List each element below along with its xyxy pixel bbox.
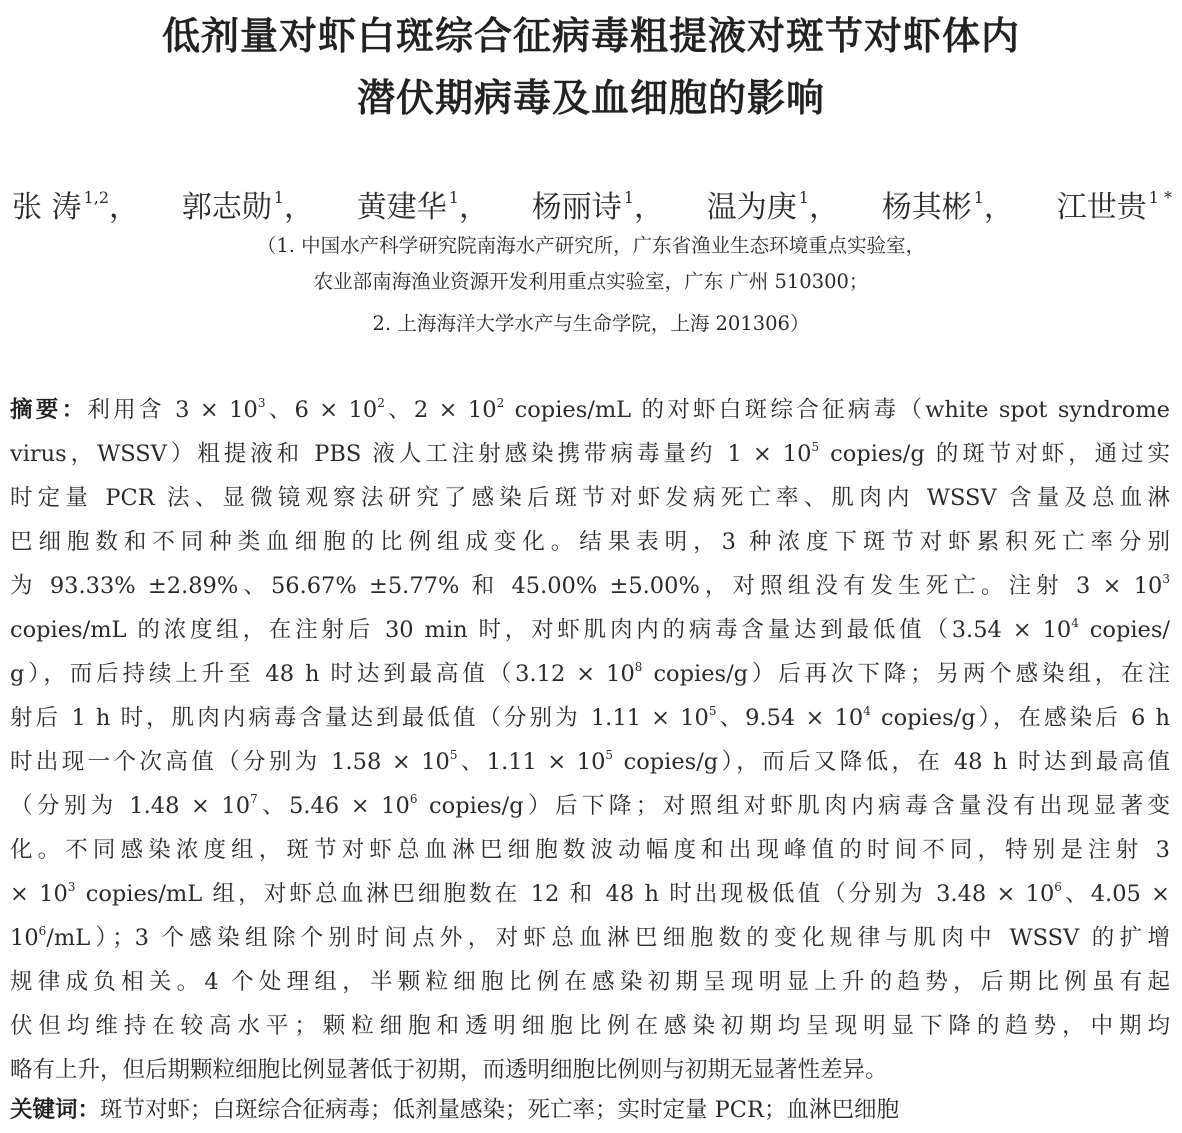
exponent: 7 xyxy=(250,792,258,806)
exponent: 5 xyxy=(449,748,458,762)
abstract-line xyxy=(10,696,1170,740)
abstract-text: 、1.11 × 10 xyxy=(457,749,606,775)
abstract-line xyxy=(10,916,1170,960)
abstract-text: copies/mL 组，对虾总血淋巴细胞数在 12 和 48 h 时出现极低值（分别为 3.48 × 10 xyxy=(75,881,1055,907)
author-separator: ， xyxy=(808,190,839,225)
exponent: 5 xyxy=(708,704,717,718)
author-name: 张 涛 xyxy=(12,190,82,225)
author-affiliation-mark: 1 xyxy=(973,188,984,207)
abstract-text: copies/g），而后又降低，在 48 h 时达到最高值 xyxy=(613,749,1170,775)
author xyxy=(1057,178,1172,228)
author-affiliation-mark: 1,2 xyxy=(83,188,109,207)
abstract-text: copies/mL 的浓度组，在注射后 30 min 时，对虾肌肉内的病毒含量达到最低值（3.54 × 10 xyxy=(10,617,1072,643)
abstract-label: 摘要： xyxy=(10,397,88,423)
paper-title-line-1: 低剂量对虾白斑综合征病毒粗提液对斑节对虾体内 xyxy=(161,14,1020,58)
abstract-line xyxy=(10,652,1170,696)
affiliation-line-3: 2. 上海海洋大学水产与生命学院，上海 201306） xyxy=(372,312,810,335)
author-separator: ， xyxy=(283,190,314,225)
abstract-line xyxy=(10,388,1170,432)
author-list xyxy=(12,178,1172,228)
exponent: 4 xyxy=(1071,616,1079,630)
abstract-text: 、4.05 × xyxy=(1061,881,1170,907)
exponent: 3 xyxy=(1162,572,1170,586)
author-name: 黄建华 xyxy=(356,190,447,225)
paper-title-line-2: 潜伏期病毒及血细胞的影响 xyxy=(356,76,825,120)
author xyxy=(707,178,839,228)
abstract-text: × 10 xyxy=(10,881,68,907)
abstract-line: 略有上升，但后期颗粒细胞比例显著低于初期，而透明细胞比例则与初期无显著性差异。 xyxy=(10,1057,888,1083)
abstract-line: 时定量 PCR 法、显微镜观察法研究了感染后斑节对虾发病死亡率、肌肉内 WSSV 含量及总血淋 xyxy=(10,485,1170,511)
abstract-text: g），而后持续上升至 48 h 时达到最高值（3.12 × 10 xyxy=(10,661,635,687)
author-affiliation-mark: 1 * xyxy=(1148,188,1172,207)
author-separator: ， xyxy=(109,190,139,225)
exponent: 3 xyxy=(257,396,266,410)
exponent: 8 xyxy=(634,660,643,674)
abstract-text: 、2 × 10 xyxy=(384,397,497,423)
abstract-line xyxy=(10,564,1170,608)
author-name: 郭志勋 xyxy=(181,190,272,225)
author xyxy=(182,178,314,228)
author-name: 江世贵 xyxy=(1056,190,1147,225)
affiliation-line-1: （1. 中国水产科学研究院南海水产研究所，广东省渔业生态环境重点实验室， xyxy=(256,234,926,257)
author-separator: ， xyxy=(458,190,489,225)
abstract-text: 、6 × 10 xyxy=(265,397,378,423)
author xyxy=(12,178,139,228)
author-name: 杨丽诗 xyxy=(531,190,622,225)
abstract-text: 利用含 3 × 10 xyxy=(87,397,258,423)
keywords-label: 关键词： xyxy=(10,1097,101,1123)
abstract-line: 巴细胞数和不同种类血细胞的比例组成变化。结果表明，3 种浓度下斑节对虾累积死亡率分别 xyxy=(10,529,1170,555)
author-affiliation-mark: 1 xyxy=(448,188,459,207)
exponent: 2 xyxy=(496,396,505,410)
keywords xyxy=(10,1090,1170,1130)
abstract-line xyxy=(10,608,1170,652)
abstract-line: 化。不同感染浓度组，斑节对虾总血淋巴细胞数波动幅度和出现峰值的时间不同，特别是注射 3 xyxy=(10,837,1170,863)
exponent: 3 xyxy=(67,880,76,894)
abstract-text: copies/g）后下降；对照组对虾肌肉内病毒含量没有出现显著变 xyxy=(417,793,1170,819)
abstract-line xyxy=(10,872,1170,916)
author xyxy=(532,178,664,228)
abstract-line: 伏但均维持在较高水平；颗粒细胞和透明细胞比例在感染初期均呈现明显下降的趋势，中期均 xyxy=(10,1013,1170,1039)
keywords-text: 斑节对虾；白斑综合征病毒；低剂量感染；死亡率；实时定量 PCR；血淋巴细胞 xyxy=(100,1097,899,1123)
abstract-line: 规律成负相关。4 个处理组，半颗粒细胞比例在感染初期呈现明显上升的趋势，后期比例虽有起 xyxy=(10,969,1170,995)
abstract-text: copies/g）后再次下降；另两个感染组，在注 xyxy=(642,661,1170,687)
abstract-text: （分别为 1.48 × 10 xyxy=(10,793,251,819)
exponent: 6 xyxy=(409,792,418,806)
abstract-text: copies/ xyxy=(1078,617,1170,643)
author-separator: ， xyxy=(633,190,664,225)
abstract-text: 时出现一个次高值（分别为 1.58 × 10 xyxy=(10,749,450,775)
abstract xyxy=(10,388,1170,1092)
author xyxy=(882,178,1014,228)
exponent: 6 xyxy=(1054,880,1062,894)
abstract-text: /mL）；3 个感染组除个别时间点外，对虾总血淋巴细胞数的变化规律与肌肉中 WSSV 的扩增 xyxy=(46,925,1170,951)
author-name: 杨其彬 xyxy=(881,190,972,225)
exponent: 6 xyxy=(38,924,47,938)
abstract-line xyxy=(10,740,1170,784)
author-separator: ， xyxy=(983,190,1014,225)
abstract-text: 10 xyxy=(10,925,39,951)
abstract-line xyxy=(10,784,1170,828)
exponent: 4 xyxy=(863,704,871,718)
affiliation-line-2: 农业部南海渔业资源开发利用重点实验室，广东 广州 510300； xyxy=(313,270,869,293)
author-name: 温为庚 xyxy=(706,190,797,225)
abstract-text: 、5.46 × 10 xyxy=(257,793,410,819)
exponent: 5 xyxy=(605,748,614,762)
abstract-text: copies/mL 的对虾白斑综合征病毒（white spot syndrome xyxy=(504,397,1170,423)
abstract-text: 、9.54 × 10 xyxy=(716,705,864,731)
abstract-text: virus，WSSV）粗提液和 PBS 液人工注射感染携带病毒量约 1 × 10 xyxy=(10,441,812,467)
author-affiliation-mark: 1 xyxy=(273,188,284,207)
abstract-line xyxy=(10,432,1170,476)
abstract-text: 射后 1 h 时，肌肉内病毒含量达到最低值（分别为 1.11 × 10 xyxy=(10,705,709,731)
abstract-text: copies/g 的斑节对虾，通过实 xyxy=(819,441,1170,467)
exponent: 5 xyxy=(811,440,820,454)
abstract-text: 为 93.33% ±2.89%、56.67% ±5.77% 和 45.00% ±5.00%，对照组没有发生死亡。注射 3 × 10 xyxy=(10,573,1163,599)
author-affiliation-mark: 1 xyxy=(623,188,634,207)
abstract-text: copies/g），在感染后 6 h xyxy=(870,705,1170,731)
author xyxy=(357,178,489,228)
author-affiliation-mark: 1 xyxy=(798,188,809,207)
exponent: 2 xyxy=(377,396,385,410)
